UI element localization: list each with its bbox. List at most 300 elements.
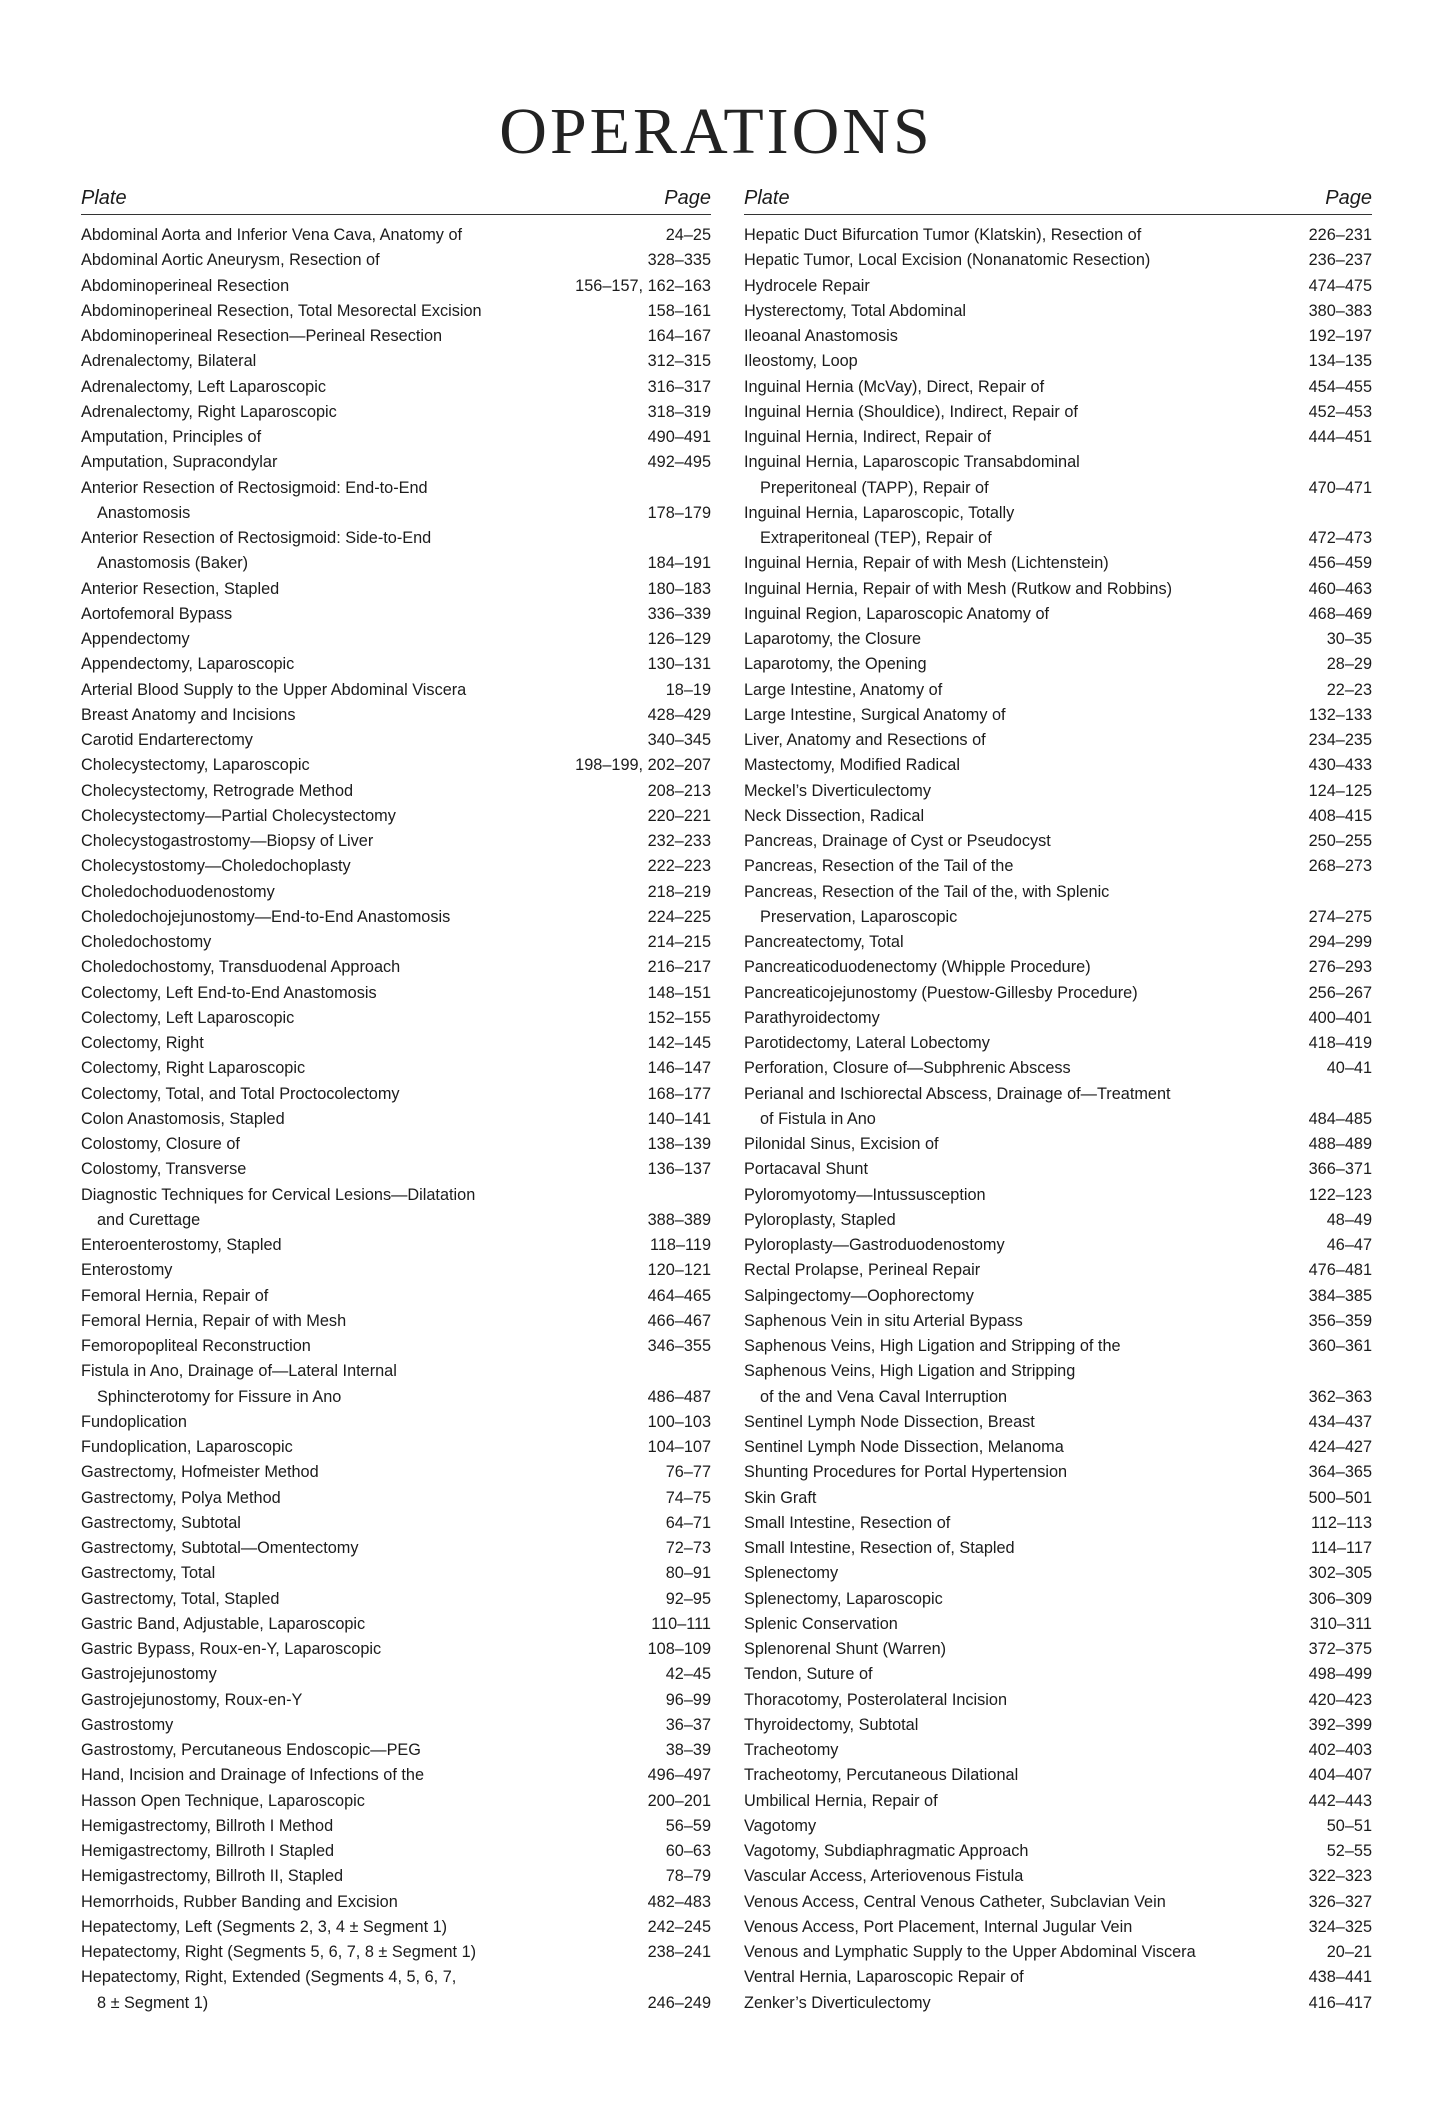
entry-plate xyxy=(81,1713,656,1738)
entry-plate xyxy=(81,349,638,374)
index-entry xyxy=(81,1814,711,1839)
right-column xyxy=(744,180,1372,2016)
index-entry xyxy=(81,1460,711,1485)
entry-page: 316–317 xyxy=(647,377,711,396)
entry-plate-text: Fundoplication, Laparoscopic xyxy=(81,1438,293,1456)
entry-page: 200–201 xyxy=(647,1791,711,1810)
index-entry xyxy=(81,1915,711,1940)
entry-plate-text: Mastectomy, Modified Radical xyxy=(744,756,960,775)
entry-plate xyxy=(81,450,638,475)
entry-plate xyxy=(744,1991,1299,2016)
entry-plate-text: Fundoplication xyxy=(81,1412,187,1431)
entry-plate-text: Liver, Anatomy and Resections of xyxy=(744,731,986,749)
entry-page: 428–429 xyxy=(647,705,711,724)
entry-page: 476–481 xyxy=(1308,1261,1372,1280)
index-entry xyxy=(81,349,711,374)
index-entry xyxy=(81,1738,711,1763)
index-entry xyxy=(81,1157,711,1182)
index-entry xyxy=(81,324,711,349)
entry-plate-text: Sentinel Lymph Node Dissection, Melanoma xyxy=(744,1438,1064,1456)
entry-page: 488–489 xyxy=(1308,1135,1372,1153)
entry-plate xyxy=(744,678,1317,703)
index-entry xyxy=(744,1991,1372,2016)
entry-page: 452–453 xyxy=(1308,402,1372,421)
entry-plate-text: Gastric Band, Adjustable, Laparoscopic xyxy=(81,1614,366,1633)
entry-plate xyxy=(744,1157,1299,1182)
entry-page: 24–25 xyxy=(665,226,711,244)
entry-plate-text: Inguinal Hernia (McVay), Direct, Repair of xyxy=(744,377,1045,396)
entry-page: 78–79 xyxy=(665,1867,711,1886)
index-entry xyxy=(744,804,1372,829)
index-entry xyxy=(81,223,711,248)
index-entry xyxy=(81,1890,711,1915)
entry-plate-text: Colectomy, Left Laparoscopic xyxy=(81,1008,295,1027)
entry-plate xyxy=(744,854,1299,879)
entry-page: 472–473 xyxy=(1308,529,1372,547)
entry-plate-text: Gastrojejunostomy, Roux-en-Y xyxy=(81,1690,303,1709)
entry-page: 36–37 xyxy=(665,1715,711,1734)
entry-plate-text: Gastrectomy, Subtotal xyxy=(81,1513,241,1532)
entry-plate xyxy=(744,1738,1299,1763)
entry-plate-text: Hemigastrectomy, Billroth I Stapled xyxy=(81,1842,335,1860)
index-entry xyxy=(81,1637,711,1662)
entry-plate-text: Small Intestine, Resection of xyxy=(744,1513,951,1532)
index-entry xyxy=(744,1688,1372,1713)
entry-page: 208–213 xyxy=(647,781,711,800)
index-entry xyxy=(81,728,711,753)
entry-page: 294–299 xyxy=(1308,933,1372,951)
entry-plate-text: Small Intestine, Resection of, Stapled xyxy=(744,1539,1015,1557)
entry-page: 42–45 xyxy=(665,1665,711,1684)
entry-plate-text: Pilonidal Sinus, Excision of xyxy=(744,1135,939,1153)
index-entry xyxy=(744,1031,1372,1056)
entry-plate xyxy=(744,1688,1299,1713)
entry-plate-text: Rectal Prolapse, Perineal Repair xyxy=(744,1261,981,1280)
entry-plate xyxy=(744,1561,1299,1586)
entry-plate-text: Inguinal Hernia, Laparoscopic, Totally xyxy=(744,503,1015,522)
index-entry xyxy=(744,551,1372,576)
index-entry xyxy=(744,703,1372,728)
entry-page: 324–325 xyxy=(1308,1917,1372,1936)
entry-page: 192–197 xyxy=(1308,327,1372,345)
entry-page: 236–237 xyxy=(1308,251,1372,270)
entry-page: 234–235 xyxy=(1308,731,1372,749)
entry-plate xyxy=(744,1536,1301,1561)
entry-page: 72–73 xyxy=(665,1539,711,1557)
index-entry xyxy=(81,1107,711,1132)
entry-plate-text: Inguinal Hernia, Indirect, Repair of xyxy=(744,428,992,446)
entry-plate-continuation: and Curettage xyxy=(97,1210,201,1229)
entry-page: 38–39 xyxy=(665,1741,711,1759)
entry-plate xyxy=(81,425,638,450)
entry-plate xyxy=(81,930,638,955)
entry-plate xyxy=(744,349,1299,374)
entry-plate xyxy=(81,1915,638,1940)
index-entry xyxy=(744,324,1372,349)
entry-plate xyxy=(744,1612,1300,1637)
entry-page: 168–177 xyxy=(647,1084,711,1103)
entry-page: 468–469 xyxy=(1308,604,1372,623)
entry-plate-text: Saphenous Veins, High Ligation and Stripping of the xyxy=(744,1337,1121,1355)
entry-plate-text: Abdominoperineal Resection—Perineal Resection xyxy=(81,327,443,345)
entry-page: 318–319 xyxy=(647,402,711,421)
entry-page: 366–371 xyxy=(1308,1160,1372,1179)
entry-plate-text: Hemigastrectomy, Billroth I Method xyxy=(81,1816,334,1835)
entry-page: 312–315 xyxy=(647,352,711,371)
entry-plate xyxy=(744,1662,1299,1687)
entry-plate-text: Amputation, Supracondylar xyxy=(81,453,278,472)
entry-plate-text: Saphenous Veins, High Ligation and Stripping xyxy=(744,1362,1076,1381)
entry-page: 60–63 xyxy=(665,1842,711,1860)
entry-plate xyxy=(744,1814,1317,1839)
index-entry xyxy=(81,1839,711,1864)
entry-page: 310–311 xyxy=(1309,1614,1372,1633)
index-entry xyxy=(744,1435,1372,1460)
index-entry xyxy=(81,1965,711,2016)
entry-plate-text: Diagnostic Techniques for Cervical Lesions—Dilatation xyxy=(81,1185,476,1204)
entry-plate-text: Adrenalectomy, Bilateral xyxy=(81,352,257,371)
index-entry xyxy=(744,577,1372,602)
entry-plate-text: Pancreaticoduodenectomy (Whipple Procedure) xyxy=(744,958,1091,977)
entry-page: 122–123 xyxy=(1308,1185,1372,1204)
index-entry xyxy=(744,1082,1372,1133)
index-entry xyxy=(744,1511,1372,1536)
entry-plate-text: Colectomy, Right Laparoscopic xyxy=(81,1059,306,1078)
entry-plate-text: Skin Graft xyxy=(744,1488,817,1507)
entry-plate-text: Enteroenterostomy, Stapled xyxy=(81,1236,282,1254)
entry-plate-text: Inguinal Hernia, Repair of with Mesh (Rutkow and Robbins) xyxy=(744,579,1173,598)
index-entry xyxy=(744,880,1372,931)
entry-plate xyxy=(81,1309,638,1334)
entry-plate-text: Cholecystectomy, Retrograde Method xyxy=(81,781,354,800)
entry-plate-text: Choledochojejunostomy—End-to-End Anastomosis xyxy=(81,907,451,926)
entry-plate-text: Pyloroplasty, Stapled xyxy=(744,1210,896,1229)
entry-plate xyxy=(81,1359,638,1410)
entry-page: 246–249 xyxy=(647,1993,711,2012)
index-entry xyxy=(744,1814,1372,1839)
entry-plate xyxy=(744,1839,1317,1864)
entry-plate-text: Neck Dissection, Radical xyxy=(744,806,925,825)
entry-plate-text: Pancreas, Resection of the Tail of the, with Splenic xyxy=(744,882,1110,901)
entry-plate-text: Pancreatectomy, Total xyxy=(744,933,904,951)
entry-page: 460–463 xyxy=(1308,579,1372,598)
index-entry xyxy=(744,1208,1372,1233)
entry-plate-text: Perianal and Ischiorectal Abscess, Drainage of—Treatment xyxy=(744,1084,1171,1103)
entry-page: 152–155 xyxy=(647,1008,711,1027)
entry-page: 100–103 xyxy=(647,1412,711,1431)
entry-page: 30–35 xyxy=(1326,630,1372,648)
index-entry xyxy=(744,1258,1372,1283)
entry-page: 430–433 xyxy=(1308,756,1372,775)
entry-page: 214–215 xyxy=(647,933,711,951)
index-entry xyxy=(81,1536,711,1561)
index-entry xyxy=(81,703,711,728)
column-header xyxy=(81,180,711,215)
index-entry xyxy=(81,1183,711,1234)
index-entry xyxy=(81,880,711,905)
entry-plate-text: Hepatic Duct Bifurcation Tumor (Klatskin), Resection of xyxy=(744,226,1142,244)
entry-plate-text: Abdominal Aortic Aneurysm, Resection of xyxy=(81,251,380,270)
entry-page: 138–139 xyxy=(647,1135,711,1153)
entry-plate-text: Gastrectomy, Subtotal—Omentectomy xyxy=(81,1539,359,1557)
entry-page: 486–487 xyxy=(647,1387,711,1406)
entry-page: 124–125 xyxy=(1308,781,1372,800)
entry-plate-text: Ventral Hernia, Laparoscopic Repair of xyxy=(744,1968,1024,1987)
entry-page: 434–437 xyxy=(1308,1412,1372,1431)
entry-plate-text: Inguinal Hernia (Shouldice), Indirect, Repair of xyxy=(744,402,1078,421)
entry-plate xyxy=(744,1258,1299,1283)
entry-plate xyxy=(81,753,565,778)
entry-plate xyxy=(81,1435,638,1460)
entry-plate-text: Splenorenal Shunt (Warren) xyxy=(744,1640,947,1658)
index-entry xyxy=(744,981,1372,1006)
entry-plate-text: Ileostomy, Loop xyxy=(744,352,858,371)
index-entry xyxy=(81,804,711,829)
entry-page: 46–47 xyxy=(1326,1236,1372,1254)
entry-plate-text: Fistula in Ano, Drainage of—Lateral Internal xyxy=(81,1362,397,1381)
index-entry xyxy=(744,1460,1372,1485)
entry-plate xyxy=(81,1157,638,1182)
entry-plate xyxy=(81,1132,638,1157)
entry-plate-text: Vagotomy xyxy=(744,1816,817,1835)
entry-plate xyxy=(744,274,1299,299)
entry-plate xyxy=(744,223,1299,248)
entry-plate xyxy=(744,1915,1299,1940)
entry-page: 222–223 xyxy=(647,857,711,876)
index-entry xyxy=(744,1940,1372,1965)
entry-page: 474–475 xyxy=(1308,276,1372,295)
entry-page: 232–233 xyxy=(647,832,711,850)
entry-plate-text: Colectomy, Right xyxy=(81,1034,204,1052)
entry-plate xyxy=(81,779,638,804)
entry-plate xyxy=(81,274,565,299)
index-entry xyxy=(81,1662,711,1687)
entry-plate xyxy=(744,324,1299,349)
entry-page: 178–179 xyxy=(647,503,711,522)
entry-plate-text: Gastric Bypass, Roux-en-Y, Laparoscopic xyxy=(81,1640,382,1658)
left-column xyxy=(81,180,711,2016)
page-title: OPERATIONS xyxy=(499,95,933,168)
index-entry xyxy=(81,1763,711,1788)
entry-plate-text: Large Intestine, Surgical Anatomy of xyxy=(744,705,1006,724)
entry-page: 52–55 xyxy=(1326,1842,1372,1860)
index-entry xyxy=(81,955,711,980)
entry-plate-continuation: Anastomosis xyxy=(97,503,191,522)
entry-plate xyxy=(81,400,638,425)
entry-page: 498–499 xyxy=(1308,1665,1372,1684)
entry-plate-continuation: Preservation, Laparoscopic xyxy=(760,907,958,926)
entry-page: 388–389 xyxy=(647,1210,711,1229)
entry-page: 322–323 xyxy=(1308,1867,1372,1886)
entry-plate xyxy=(744,703,1299,728)
entry-plate-text: Hepatic Tumor, Local Excision (Nonanatomic Resection) xyxy=(744,251,1151,270)
entry-page: 276–293 xyxy=(1308,958,1372,977)
entry-plate-text: Vagotomy, Subdiaphragmatic Approach xyxy=(744,1842,1029,1860)
index-entry xyxy=(744,1410,1372,1435)
index-entry xyxy=(81,577,711,602)
entry-page: 418–419 xyxy=(1308,1034,1372,1052)
entry-plate xyxy=(744,501,1299,552)
index-entry xyxy=(744,627,1372,652)
entry-plate-text: Thoracotomy, Posterolateral Incision xyxy=(744,1690,1008,1709)
entry-page: 256–267 xyxy=(1308,983,1372,1002)
index-entry xyxy=(81,375,711,400)
entry-plate xyxy=(744,450,1299,501)
index-entry xyxy=(81,1511,711,1536)
entry-page: 384–385 xyxy=(1308,1286,1372,1305)
index-entry xyxy=(744,1890,1372,1915)
entry-plate xyxy=(744,1410,1299,1435)
entry-page: 22–23 xyxy=(1326,680,1372,699)
entry-page: 218–219 xyxy=(647,882,711,901)
entry-page: 340–345 xyxy=(647,731,711,749)
index-entry xyxy=(744,1056,1372,1081)
entry-plate xyxy=(81,1612,641,1637)
index-entry xyxy=(81,1713,711,1738)
index-entry xyxy=(81,1688,711,1713)
entry-plate-text: Hepatectomy, Left (Segments 2, 3, 4 ± Segment 1) xyxy=(81,1917,448,1936)
entry-plate xyxy=(81,728,638,753)
entry-plate-text: Gastrojejunostomy xyxy=(81,1665,217,1684)
entry-plate xyxy=(81,804,638,829)
index-entry xyxy=(744,1183,1372,1208)
entry-plate-continuation: of the and Vena Caval Interruption xyxy=(760,1387,1008,1406)
entry-plate xyxy=(744,1637,1299,1662)
index-entry xyxy=(744,1334,1372,1359)
entry-plate-text: Shunting Procedures for Portal Hypertension xyxy=(744,1463,1068,1482)
entry-plate-text: Femoral Hernia, Repair of xyxy=(81,1286,269,1305)
entry-page: 130–131 xyxy=(647,655,711,674)
entry-plate xyxy=(81,1486,656,1511)
index-entry xyxy=(744,1662,1372,1687)
entry-plate xyxy=(81,1940,638,1965)
index-entry xyxy=(744,1006,1372,1031)
index-entry xyxy=(744,349,1372,374)
entry-plate xyxy=(744,400,1299,425)
entry-plate xyxy=(744,930,1299,955)
entry-plate xyxy=(744,602,1299,627)
index-entry xyxy=(81,1789,711,1814)
entry-page: 408–415 xyxy=(1308,806,1372,825)
entry-page: 18–19 xyxy=(665,680,711,699)
index-entry xyxy=(81,1486,711,1511)
entry-plate xyxy=(81,602,638,627)
entry-page: 490–491 xyxy=(647,428,711,446)
entry-page: 76–77 xyxy=(665,1463,711,1482)
index-entry xyxy=(744,1309,1372,1334)
entry-plate-text: Cholecystectomy—Partial Cholecystectomy xyxy=(81,806,396,825)
index-entry xyxy=(81,1587,711,1612)
entry-plate xyxy=(744,1511,1301,1536)
entry-plate xyxy=(744,1334,1299,1359)
entry-page: 48–49 xyxy=(1326,1210,1372,1229)
index-entry xyxy=(744,1612,1372,1637)
entry-plate-text: Abdominoperineal Resection xyxy=(81,276,290,295)
entry-plate-text: Venous Access, Central Venous Catheter, Subclavian Vein xyxy=(744,1892,1166,1911)
index-entry xyxy=(744,274,1372,299)
entry-page: 110–111 xyxy=(651,1614,711,1633)
page-header: Page xyxy=(1325,187,1372,209)
entry-plate xyxy=(81,375,638,400)
entry-plate-text: Hemigastrectomy, Billroth II, Stapled xyxy=(81,1867,344,1886)
entry-plate-text: Abdominoperineal Resection, Total Mesorectal Excision xyxy=(81,301,482,320)
entry-plate-text: Cholecystogastrostomy—Biopsy of Liver xyxy=(81,832,374,850)
entry-page: 424–427 xyxy=(1308,1438,1372,1456)
entry-plate xyxy=(81,1031,638,1056)
index-entry xyxy=(744,1233,1372,1258)
entry-page: 438–441 xyxy=(1308,1968,1372,1987)
entry-plate xyxy=(81,703,638,728)
entry-page: 444–451 xyxy=(1308,428,1372,446)
entry-page: 336–339 xyxy=(647,604,711,623)
entry-plate xyxy=(81,223,656,248)
entry-plate xyxy=(744,1309,1299,1334)
entry-plate xyxy=(81,1662,656,1687)
entry-page: 180–183 xyxy=(647,579,711,598)
entry-plate-text: Hemorrhoids, Rubber Banding and Excision xyxy=(81,1892,398,1911)
index-entry xyxy=(81,400,711,425)
entry-page: 216–217 xyxy=(647,958,711,977)
entry-plate xyxy=(81,1814,656,1839)
index-entry xyxy=(744,400,1372,425)
entry-plate-text: Hysterectomy, Total Abdominal xyxy=(744,301,967,320)
entry-page: 140–141 xyxy=(647,1109,711,1128)
entry-plate-text: Gastrostomy, Percutaneous Endoscopic—PEG xyxy=(81,1741,421,1759)
entry-page: 356–359 xyxy=(1308,1311,1372,1330)
entry-page: 136–137 xyxy=(647,1160,711,1179)
entry-page: 392–399 xyxy=(1308,1715,1372,1734)
entry-plate xyxy=(744,1006,1299,1031)
index-entry xyxy=(744,1763,1372,1788)
entry-plate-text: Pancreas, Drainage of Cyst or Pseudocyst xyxy=(744,832,1051,850)
page-header: Page xyxy=(664,187,711,209)
entry-plate-text: Cholecystostomy—Choledochoplasty xyxy=(81,857,351,876)
index-entry xyxy=(81,779,711,804)
entry-plate xyxy=(744,577,1299,602)
index-entry xyxy=(81,1233,711,1258)
entry-plate-text: Portacaval Shunt xyxy=(744,1160,868,1179)
entry-plate xyxy=(81,324,638,349)
entry-plate xyxy=(744,1864,1299,1889)
entry-plate xyxy=(81,955,638,980)
entry-page: 364–365 xyxy=(1308,1463,1372,1482)
entry-plate xyxy=(81,1864,656,1889)
index-entry xyxy=(744,753,1372,778)
entry-plate-continuation: Anastomosis (Baker) xyxy=(97,554,249,573)
index-entry xyxy=(81,652,711,677)
entry-plate-text: Laparotomy, the Opening xyxy=(744,655,927,674)
entry-plate xyxy=(744,1183,1299,1208)
entry-plate xyxy=(81,880,638,905)
entry-plate-text: Breast Anatomy and Incisions xyxy=(81,705,296,724)
entry-plate xyxy=(81,981,638,1006)
index-entry xyxy=(81,627,711,652)
entry-plate-text: Venous Access, Port Placement, Internal Jugular Vein xyxy=(744,1917,1133,1936)
index-entry xyxy=(81,1864,711,1889)
index-entry xyxy=(744,375,1372,400)
index-entry xyxy=(744,1789,1372,1814)
entry-plate xyxy=(81,829,638,854)
index-entry xyxy=(744,829,1372,854)
entry-plate-text: Venous and Lymphatic Supply to the Upper Abdominal Viscera xyxy=(744,1943,1196,1961)
entry-plate-text: Colostomy, Transverse xyxy=(81,1160,247,1179)
entry-plate xyxy=(744,299,1299,324)
entry-plate xyxy=(744,880,1299,931)
entry-plate xyxy=(81,1688,656,1713)
entry-plate-text: Gastrectomy, Hofmeister Method xyxy=(81,1463,319,1482)
entry-plate-text: Hydrocele Repair xyxy=(744,276,870,295)
entry-page: 118–119 xyxy=(650,1236,711,1254)
